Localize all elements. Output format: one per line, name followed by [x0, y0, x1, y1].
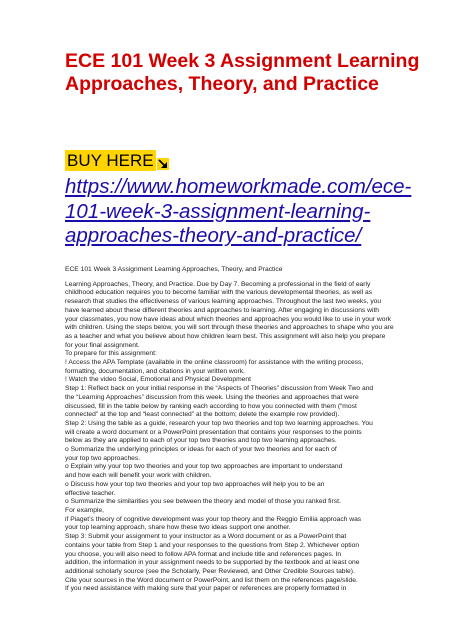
body-line: with children. Using the steps below, you will sort through these theories and approaches to shape who you are [65, 324, 394, 332]
body-line: Step 3: Submit your assignment to your instructor as a Word document or as a PowerPoint that [65, 533, 347, 541]
body-line: if Piaget’s theory of cognitive development was your top theory and the Reggio Emilia approach was [65, 515, 362, 523]
body-line: will create a word document or a PowerPoint presentation that contains your responses to the points [65, 428, 362, 436]
body-line: If you need assistance with making sure that your paper or references are properly formatted in [65, 585, 347, 593]
body-line: childhood education requires you to become familiar with the various developmental theories, as well as [65, 289, 373, 297]
body-line: the “Learning Approaches” discussion from this week. Using the theories and approaches that were [65, 393, 359, 401]
body-line: have learned about these different theories and approaches to learning. After engaging in discussions with [65, 306, 380, 314]
body-line: Step 1: Reflect back on your initial response in the “Aspects of Theories” discussion from Week Two and [65, 385, 374, 393]
body-line: Learning Approaches, Theory, and Practice. Due by Day 7. Becoming a professional in the field of early [65, 280, 371, 288]
body-line: ! Watch the video Social, Emotional and Physical Development [65, 376, 251, 384]
body-line: and how each will benefit your work with children. [65, 472, 212, 480]
doc-heading: ECE 101 Week 3 Assignment Learning Approaches, Theory, and Practice [65, 266, 283, 273]
body-line: o Explain why your top two theories and your top two approaches are important to understand [65, 463, 343, 471]
body-line: o Summarize the similarities you see between the theory and model of those you ranked first. [65, 498, 341, 506]
body-line: formatting, documentation, and citations in your written work. [65, 367, 245, 375]
body-line: research that studies the effectiveness of various learning approaches. Throughout the last two weeks, you [65, 298, 382, 306]
body-line: you choose, you will also need to follow APA format and include title and references pages. In [65, 550, 342, 558]
document-title: ECE 101 Week 3 Assignment Learning Approaches, Theory, and Practice [65, 50, 420, 95]
body-line: your classmates, you now have ideas about which theories and approaches you would like to use in your work [65, 315, 392, 323]
buy-here-label[interactable]: BUY HERE [67, 151, 154, 170]
arrow-down-right-icon [157, 155, 169, 167]
body-line: For example, [65, 506, 105, 514]
body-line: additional scholarly source (see the Scholarly, Peer Reviewed, and Other Credible Sources table). [65, 567, 355, 575]
body-line: effective teacher. [65, 489, 116, 497]
body-lines [65, 281, 405, 594]
body-line: contains your table from Step 1 and your responses to the questions from Step 2. Whichever option [65, 541, 360, 549]
body-line: Cite your sources in the Word document or PowerPoint, and list them on the references page/slide. [65, 576, 358, 584]
body-line: addition, the information in your assignment needs to be supported by the textbook and at least one [65, 559, 360, 567]
body-line: discussed, fill in the table below by ranking each according to how you connected with them (“most [65, 402, 357, 410]
body-line: as a teacher and what you believe about how children learn best. This assignment will also help you prepare [65, 332, 386, 340]
body-line: below as they are applied to each of your top two theories and top two learning approaches. [65, 437, 337, 445]
body-line: connected” at the top and “least connected” at the bottom; delete the example row provided). [65, 411, 340, 419]
body-line: ! Access the APA Template (available in the online classroom) for assistance with the writing process, [65, 359, 364, 367]
body-line: Step 2: Using the table as a guide, research your top two theories and top two learning approaches. You [65, 419, 373, 427]
purchase-link[interactable]: https://www.homeworkmade.com/ece-101-week-3-assignment-learning-approaches-theory-and-practice/ [65, 175, 412, 247]
body-line: your top learning approach, share how these two ideas support one another. [65, 524, 291, 532]
buy-here-banner[interactable] [65, 150, 169, 171]
body-line: o Discuss how your top two theories and your top two approaches will help you to be an [65, 480, 325, 488]
body-line: for your final assignment. [65, 341, 140, 349]
body-line: To prepare for this assignment: [65, 350, 157, 358]
body-line: your top two approaches. [65, 454, 141, 462]
assignment-body [65, 266, 405, 594]
body-line: o Summarize the underlying principles or ideas for each of your two theories and for each of [65, 446, 337, 454]
